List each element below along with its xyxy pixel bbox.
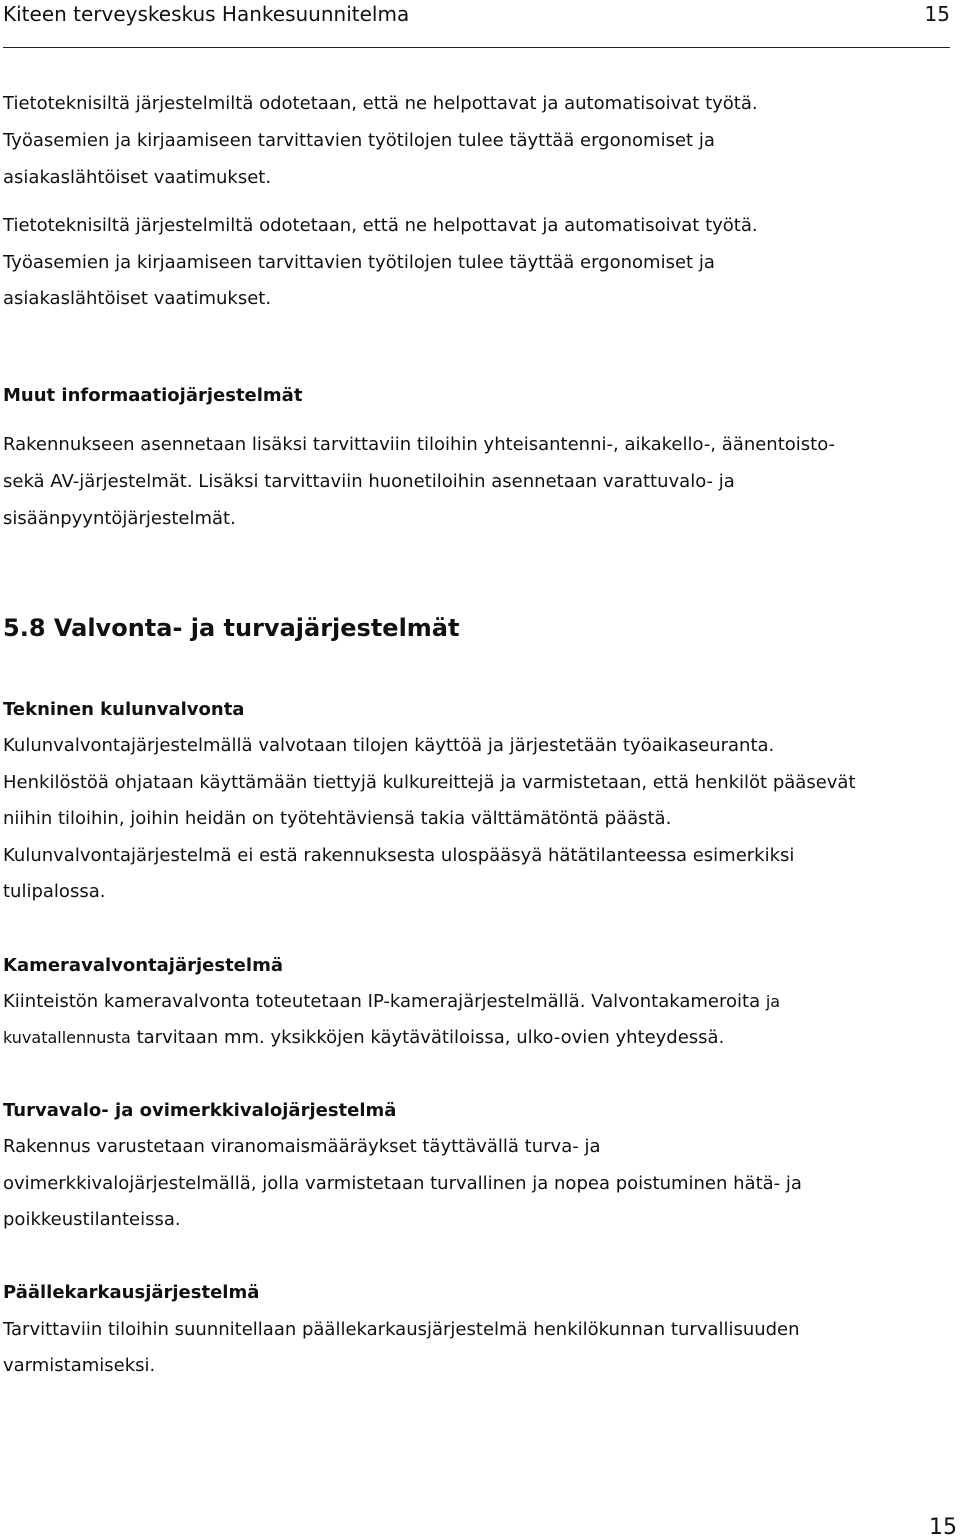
intro2-line-2: Työasemien ja kirjaamiseen tarvittavien työtilojen tulee täyttää ergonomiset ja — [3, 252, 715, 273]
footer-page-number: 15 — [929, 1515, 957, 1540]
turvavalo-line-3: poikkeustilanteissa. — [3, 1209, 181, 1230]
kamera-line-2-small: kuvatallennusta — [3, 1028, 131, 1047]
kamera-line-2 — [3, 1026, 724, 1050]
muut-line-1: Rakennukseen asennetaan lisäksi tarvittaviin tiloihin yhteisantenni-, aikakello-, äänentoisto- — [3, 434, 836, 455]
document-title: Kiteen terveyskeskus Hankesuunnitelma — [3, 2, 410, 26]
intro2-line-3: asiakaslähtöiset vaatimukset. — [3, 288, 272, 309]
intro1-line-3: asiakaslähtöiset vaatimukset. — [3, 167, 272, 188]
kulunvalvonta-line-5: tulipalossa. — [3, 881, 106, 902]
kulunvalvonta-line-1: Kulunvalvontajärjestelmällä valvotaan tilojen käyttöä ja järjestetään työaikaseuranta. — [3, 735, 775, 756]
header-divider — [3, 47, 950, 48]
paallekarkaus-line-1: Tarvittaviin tiloihin suunnitellaan päällekarkausjärjestelmä henkilökunnan turvallisuuden — [3, 1319, 800, 1340]
turvavalo-line-2: ovimerkkivalojärjestelmällä, jolla varmistetaan turvallinen ja nopea poistuminen hätä- ja — [3, 1173, 802, 1194]
muut-line-3: sisäänpyyntöjärjestelmät. — [3, 508, 236, 529]
intro2-line-1: Tietoteknisiltä järjestelmiltä odotetaan, että ne helpottavat ja automatisoivat työtä. — [3, 215, 758, 236]
kulunvalvonta-line-3: niihin tiloihin, joihin heidän on työtehtäviensä takia välttämätöntä päästä. — [3, 808, 672, 829]
page-header — [3, 0, 950, 30]
kamera-line-1-small: ja — [765, 992, 781, 1011]
kulunvalvonta-line-4: Kulunvalvontajärjestelmä ei estä rakennuksesta ulospääsyä hätätilanteessa esimerkiksi — [3, 845, 795, 866]
kamera-line-1 — [3, 990, 780, 1014]
kulunvalvonta-heading: Tekninen kulunvalvonta — [3, 699, 245, 720]
header-page-number: 15 — [924, 2, 950, 26]
kulunvalvonta-line-2: Henkilöstöä ohjataan käyttämään tiettyjä kulkureittejä ja varmistetaan, että henkilöt pääsevät — [3, 772, 856, 793]
muut-heading: Muut informaatiojärjestelmät — [3, 385, 303, 406]
muut-line-2: sekä AV-järjestelmät. Lisäksi tarvittaviin huonetiloihin asennetaan varattuvalo- ja — [3, 471, 735, 492]
intro1-line-2: Työasemien ja kirjaamiseen tarvittavien työtilojen tulee täyttää ergonomiset ja — [3, 130, 715, 151]
section-title: 5.8 Valvonta- ja turvajärjestelmät — [3, 614, 460, 642]
kamera-heading: Kameravalvontajärjestelmä — [3, 955, 283, 976]
kamera-line-2-text: tarvitaan mm. yksikköjen käytävätiloissa, ulko-ovien yhteydessä. — [136, 1027, 725, 1048]
turvavalo-line-1: Rakennus varustetaan viranomaismääräykset täyttävällä turva- ja — [3, 1136, 601, 1157]
paallekarkaus-heading: Päällekarkausjärjestelmä — [3, 1282, 260, 1303]
paallekarkaus-line-2: varmistamiseksi. — [3, 1355, 156, 1376]
kamera-line-1-text: Kiinteistön kameravalvonta toteutetaan IP-kamerajärjestelmällä. Valvontakameroita — [3, 991, 761, 1012]
intro1-line-1: Tietoteknisiltä järjestelmiltä odotetaan, että ne helpottavat ja automatisoivat työtä. — [3, 93, 758, 114]
turvavalo-heading: Turvavalo- ja ovimerkkivalojärjestelmä — [3, 1100, 397, 1121]
